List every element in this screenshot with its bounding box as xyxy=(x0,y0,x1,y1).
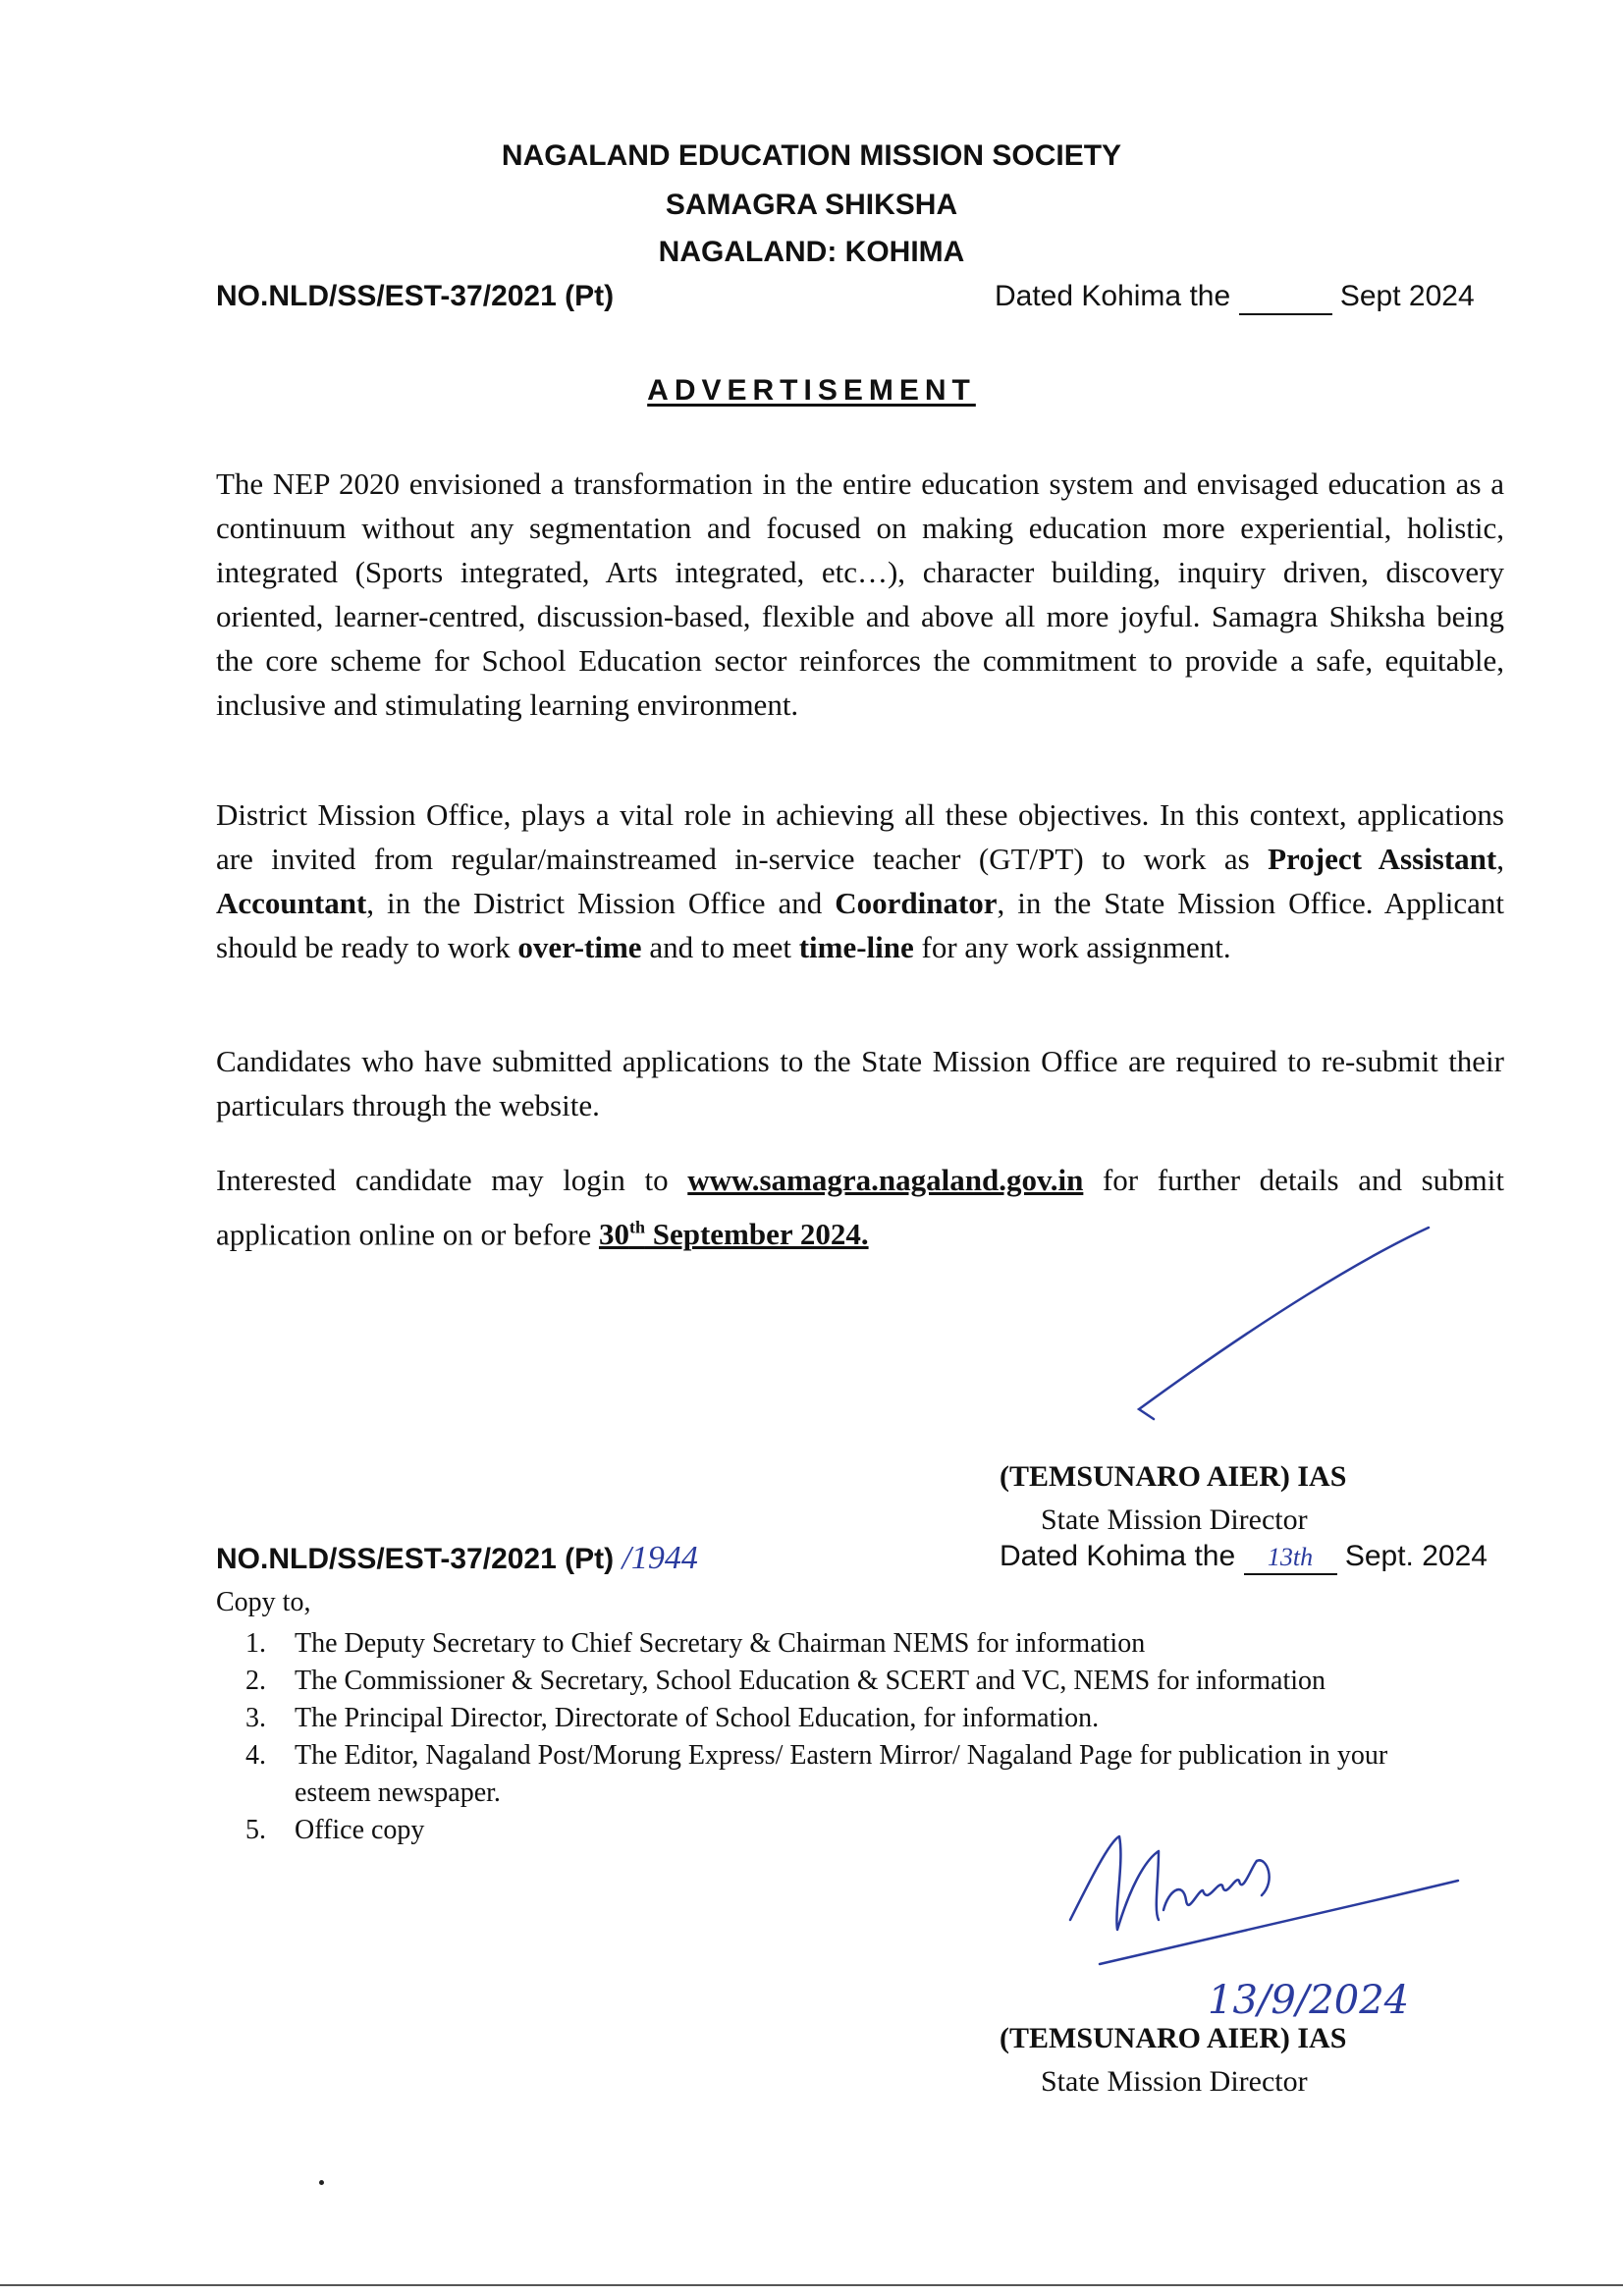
list-item: 1. The Deputy Secretary to Chief Secretary & Chairman NEMS for information xyxy=(245,1628,1146,1659)
stray-dot xyxy=(319,2180,324,2185)
advertisement-title: ADVERTISEMENT xyxy=(647,374,976,407)
signatory-designation-2: State Mission Director xyxy=(1041,2065,1308,2098)
time-line-text: time-line xyxy=(798,930,914,964)
reference-number: NO.NLD/SS/EST-37/2021 (Pt) xyxy=(216,280,615,312)
website-link[interactable]: www.samagra.nagaland.gov.in xyxy=(687,1163,1084,1197)
signature-stroke-1 xyxy=(1119,1218,1453,1424)
paragraph-resubmit: Candidates who have submitted applications to the State Mission Office are required to re-submit their particulars through the website. xyxy=(216,1044,1504,1122)
list-item: 2. The Commissioner & Secretary, School Education & SCERT and VC, NEMS for information xyxy=(245,1666,1326,1696)
header-location: NAGALAND: KOHIMA xyxy=(658,236,965,268)
list-item: 4. The Editor, Nagaland Post/Morung Express/ Eastern Mirror/ Nagaland Page for publication in your esteem newspaper. xyxy=(245,1740,1388,1808)
signatory-designation: State Mission Director xyxy=(1041,1503,1308,1536)
footer-rule xyxy=(0,2284,1623,2286)
copy-to-list xyxy=(216,1625,1453,1849)
copy-to-section xyxy=(216,1584,1453,1849)
handwritten-signature-date: 13/9/2024 xyxy=(1208,1978,1410,2023)
dated-suffix: Sept 2024 xyxy=(1339,280,1475,312)
copy-reference-date: Dated Kohima the 13th Sept. 2024 xyxy=(1000,1540,1488,1575)
role-coordinator: Coordinator xyxy=(835,886,998,920)
reference-date xyxy=(995,280,1475,315)
list-item: 3. The Principal Director, Directorate of School Education, for information. xyxy=(245,1703,1100,1733)
paragraph-district-mission: District Mission Office, plays a vital role in achieving all these objectives. In this context, applications are invited from regular/mainstreamed in-service teacher (GT/PT) to work as Project Assistant, Accountant, in the District Mission Office and Coordinator, in the State Mission Office. Applicant should be ready to work over-time and to meet time-line for any work assignment. xyxy=(216,797,1504,964)
over-time-text: over-time xyxy=(517,930,642,964)
role-project-assistant: Project Assistant xyxy=(1268,842,1497,876)
copy-to-label: Copy to, xyxy=(216,1587,311,1617)
signature-block-2 xyxy=(1000,2017,1412,2104)
handwritten-date: 13th xyxy=(1267,1543,1314,1571)
signature-block-1 xyxy=(1000,1455,1412,1542)
list-item: 5. Office copy xyxy=(245,1815,425,1845)
deadline-date: 30th September 2024. xyxy=(598,1217,869,1252)
paragraph-apply-online: Interested candidate may login to www.samagra.nagaland.gov.in for further details and submit application online on or before 30th September 2024. xyxy=(216,1163,1504,1252)
header-scheme: SAMAGRA SHIKSHA xyxy=(665,189,958,221)
paragraph-nep: The NEP 2020 envisioned a transformation in the entire education system and envisaged education as a continuum without any segmentation and focused on making education more experiential, holistic, integrated (Sports integrated, Arts integrated, etc…), character building, inquiry driven, discovery oriented, learner-centred, discussion-based, flexible and above all more joyful. Samagra Shiksha being the core scheme for School Education sector reinforces the commitment to provide a safe, equitable, inclusive and stimulating learning environment. xyxy=(216,466,1504,722)
signatory-name-2: (TEMSUNARO AIER) IAS xyxy=(1000,2022,1347,2054)
header-organization: NAGALAND EDUCATION MISSION SOCIETY xyxy=(501,139,1122,172)
signature-stroke-2 xyxy=(1060,1822,1473,2028)
date-blank xyxy=(1239,280,1332,315)
handwritten-dispatch-number: /1944 xyxy=(622,1540,698,1576)
copy-reference-number: NO.NLD/SS/EST-37/2021 (Pt) /1944 xyxy=(216,1540,698,1576)
role-accountant: Accountant xyxy=(216,886,367,920)
dated-prefix: Dated Kohima the xyxy=(995,280,1231,312)
signatory-name: (TEMSUNARO AIER) IAS xyxy=(1000,1460,1347,1493)
